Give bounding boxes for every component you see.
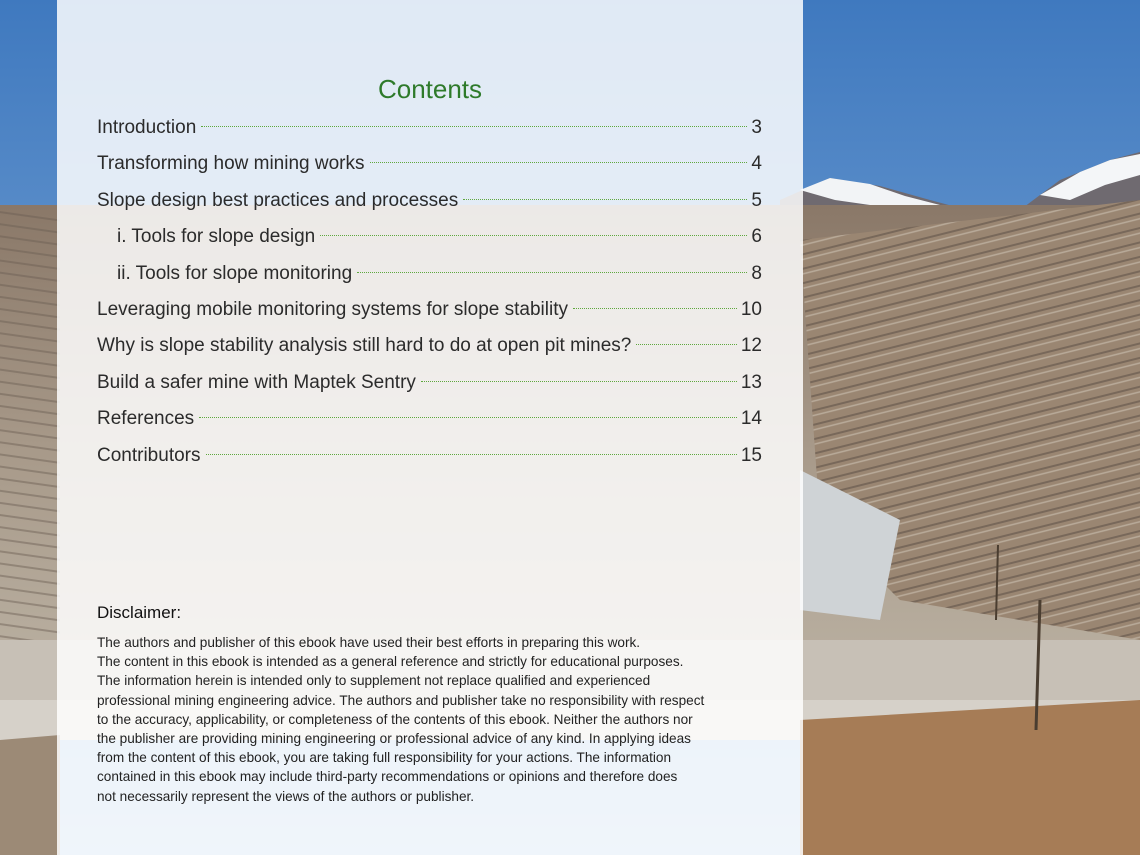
toc-entry-label: i. Tools for slope design (117, 226, 316, 248)
disclaimer-line: The information herein is intended only to supplement not replace qualified and experienced (97, 673, 651, 689)
toc-entry-introduction[interactable] (97, 110, 762, 146)
toc-entry-label: ii. Tools for slope monitoring (117, 262, 353, 284)
disclaimer-line: from the content of this ebook, you are taking full responsibility for your actions. The information (97, 750, 672, 766)
table-of-contents (97, 110, 762, 474)
contents-title: Contents (377, 74, 483, 104)
dot-leader (199, 416, 737, 418)
toc-entry-contributors[interactable] (97, 438, 762, 474)
disclaimer-heading: Disclaimer: (97, 603, 182, 622)
toc-entry-label: Why is slope stability analysis still hard to do at open pit mines? (97, 335, 632, 357)
dot-leader (370, 161, 748, 163)
toc-entry-mobile-monitoring[interactable] (97, 292, 762, 328)
toc-entry-label: Introduction (97, 117, 197, 138)
toc-entry-page: 8 (751, 262, 762, 284)
disclaimer-line: The authors and publisher of this ebook have used their best efforts in preparing this work. (97, 635, 641, 650)
dot-leader (357, 271, 747, 273)
toc-entry-transforming-mining[interactable] (97, 146, 762, 182)
toc-entry-label: Contributors (97, 444, 201, 466)
toc-entry-label: Leveraging mobile monitoring systems for slope stability (97, 298, 568, 320)
toc-entry-references[interactable] (97, 401, 762, 437)
dot-leader (421, 380, 737, 382)
toc-entry-label: Slope design best practices and processes (97, 189, 459, 211)
toc-entry-page: 13 (740, 371, 762, 393)
disclaimer-text (97, 633, 767, 806)
disclaimer-line: professional mining engineering advice. The authors and publisher take no responsibility with respect (97, 692, 705, 708)
dot-leader (320, 234, 747, 236)
toc-entry-slope-stability-hard[interactable] (97, 328, 762, 364)
toc-entry-page: 14 (740, 408, 762, 430)
toc-entry-page: 10 (740, 298, 762, 320)
toc-entry-page: 6 (751, 226, 762, 248)
disclaimer-line: not necessarily represent the views of the authors or publisher. (97, 788, 475, 804)
disclaimer-line: contained in this ebook may include third-party recommendations or opinions and therefore does (97, 769, 678, 785)
dot-leader (206, 453, 737, 455)
disclaimer-line: to the accuracy, applicability, or completeness of the contents of this ebook. Neither the authors nor (97, 711, 693, 727)
dot-leader (636, 343, 736, 345)
toc-entry-page: 4 (751, 153, 762, 175)
toc-entry-maptek-sentry[interactable] (97, 365, 762, 401)
disclaimer-line: the publisher are providing mining engineering or professional advice of any kind. In applying ideas (97, 731, 691, 747)
dot-leader (201, 125, 747, 127)
toc-entry-page: 12 (740, 335, 762, 357)
dot-leader (463, 198, 747, 200)
toc-entry-page: 5 (751, 189, 762, 211)
dot-leader (573, 307, 737, 309)
toc-entry-tools-slope-monitoring[interactable] (97, 256, 762, 292)
toc-entry-label: Transforming how mining works (97, 153, 365, 175)
toc-entry-page: 3 (751, 117, 762, 138)
toc-entry-label: Build a safer mine with Maptek Sentry (97, 371, 416, 393)
toc-entry-slope-design[interactable] (97, 183, 762, 219)
toc-entry-page: 15 (740, 444, 762, 466)
toc-entry-label: References (97, 408, 195, 430)
toc-entry-tools-slope-design[interactable] (97, 219, 762, 255)
disclaimer-line: The content in this ebook is intended as a general reference and strictly for educational purposes. (97, 654, 684, 670)
